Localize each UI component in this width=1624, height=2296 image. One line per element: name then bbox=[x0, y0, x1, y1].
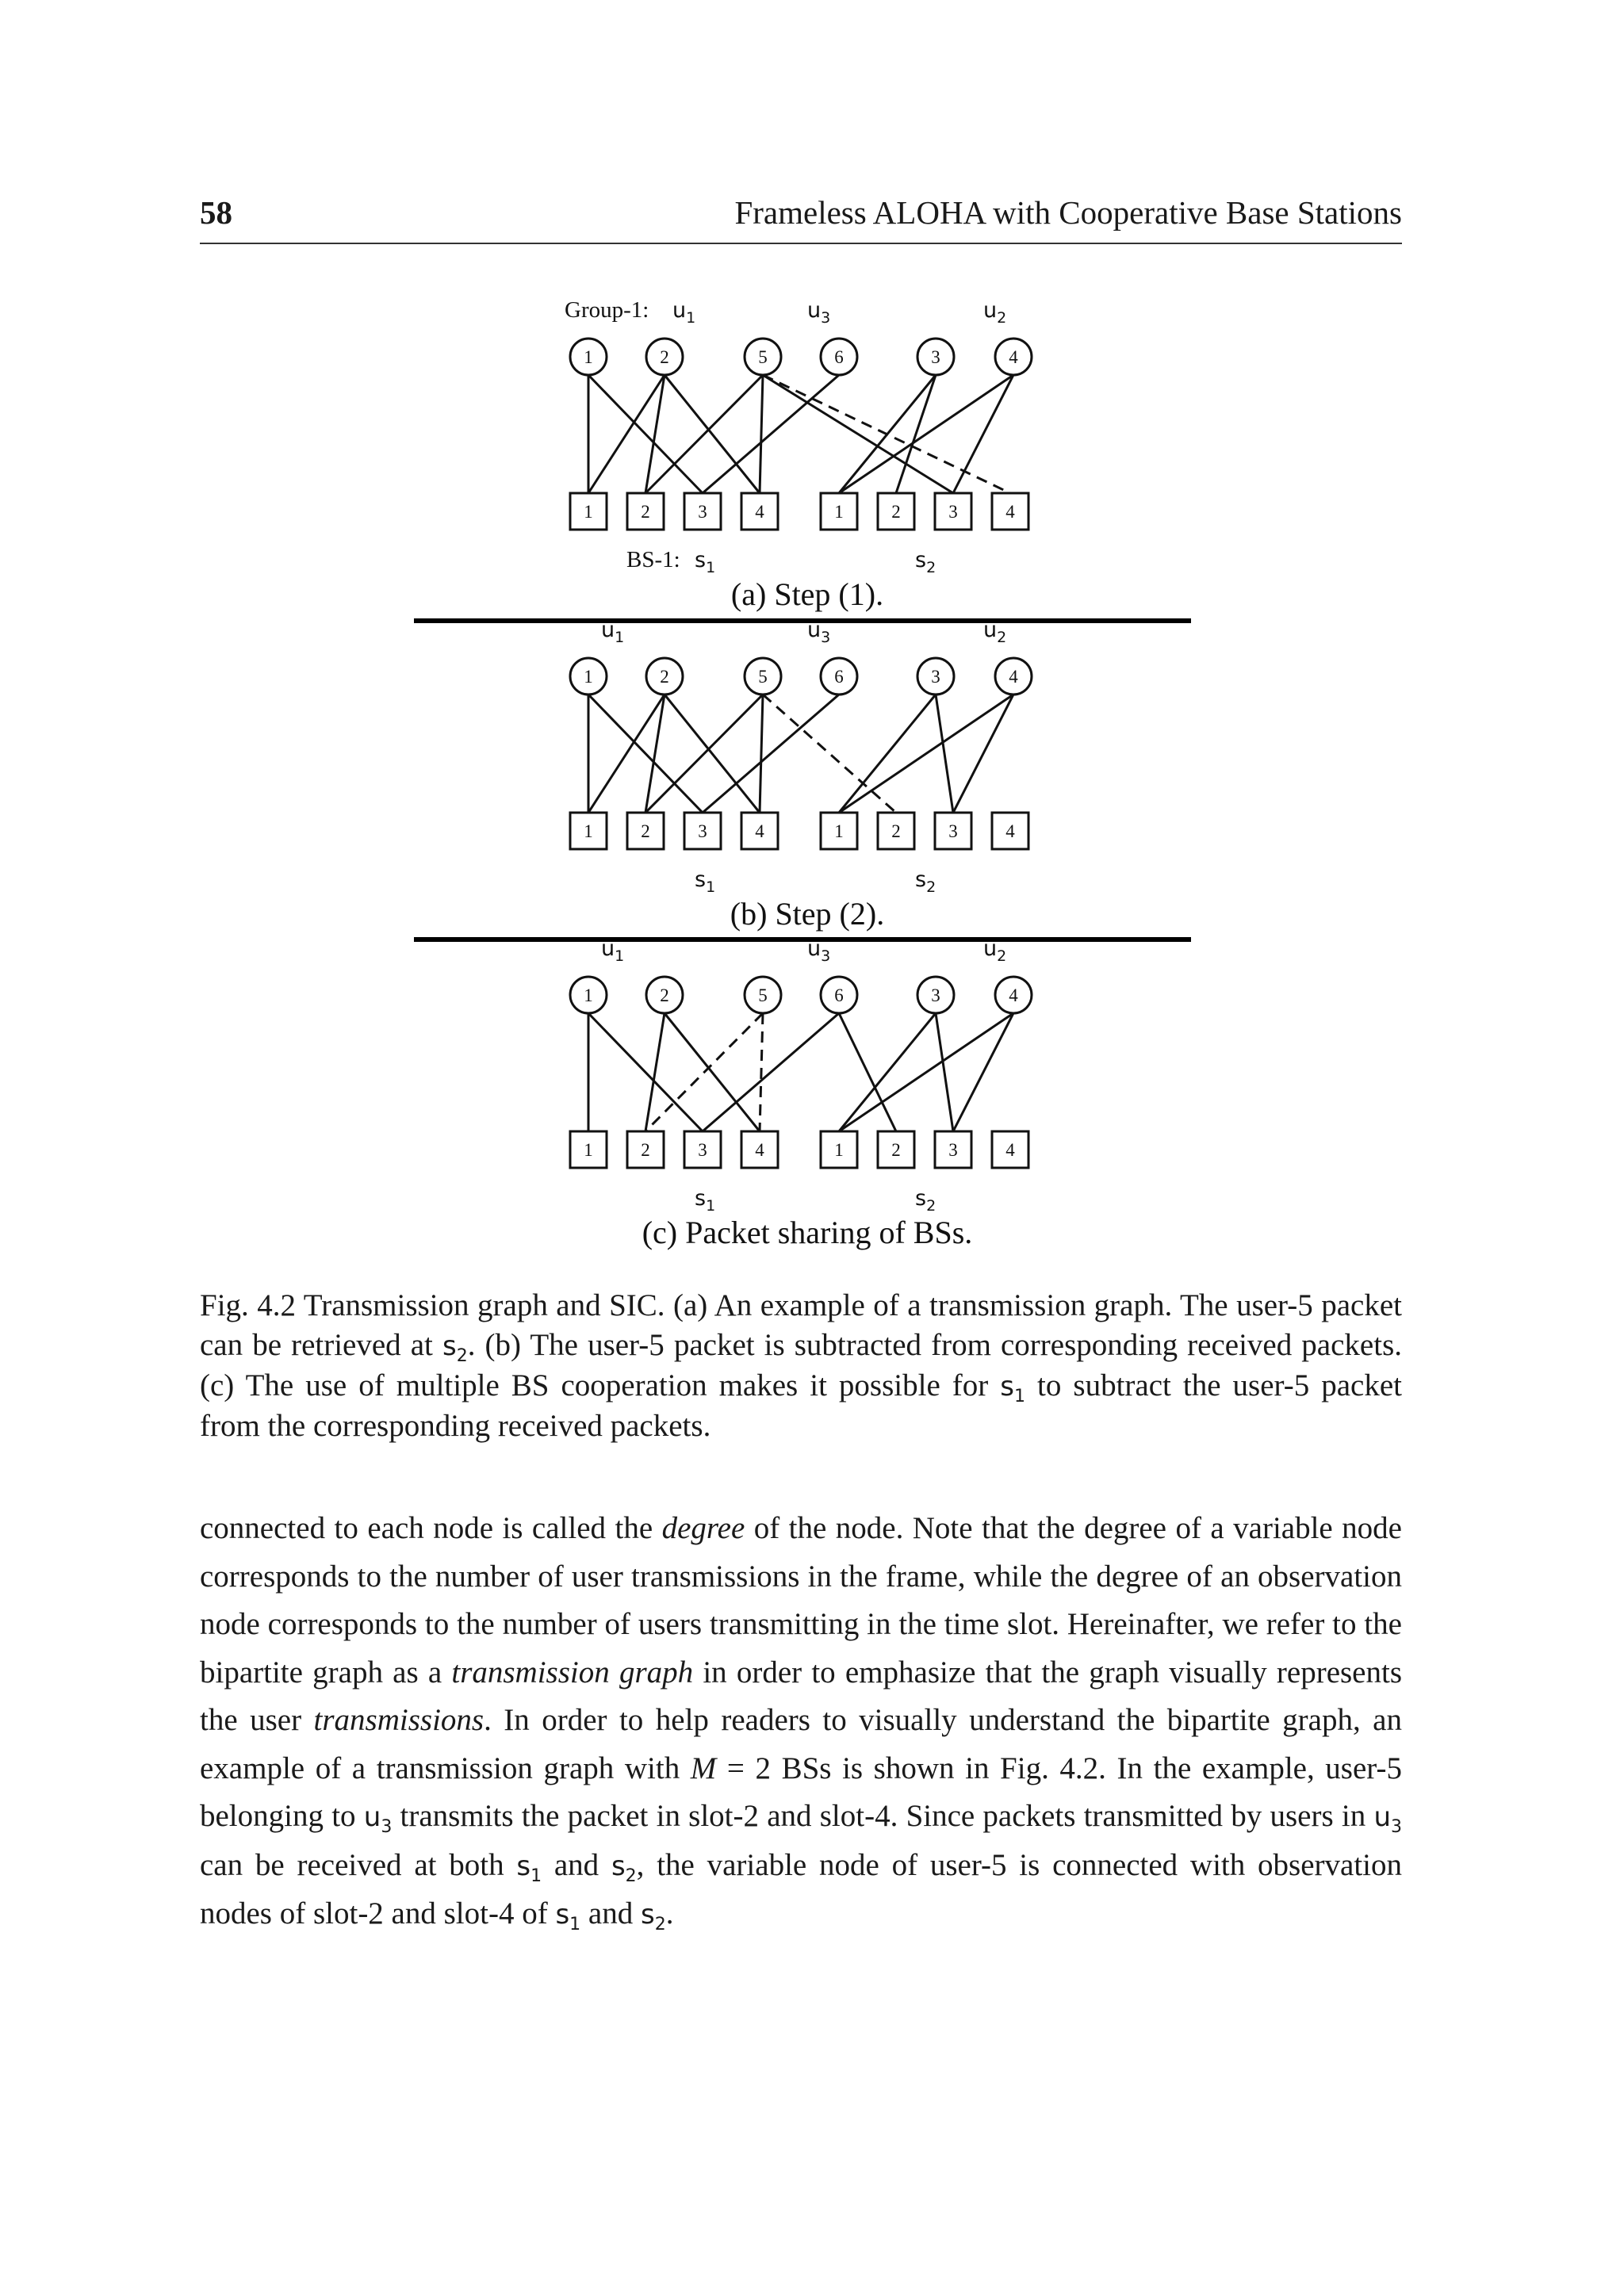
symbol-u3: $u_3$ bbox=[1373, 1801, 1402, 1837]
group-label-u2: $u_2$ bbox=[983, 936, 1007, 965]
symbol-s1: $s_1$ bbox=[516, 1850, 542, 1886]
slot-node-label: 3 bbox=[948, 502, 958, 522]
edge-user-4-s2-3 bbox=[953, 695, 1013, 813]
slot-node-label: 2 bbox=[641, 1140, 650, 1160]
user-node-label: 5 bbox=[758, 667, 768, 687]
symbol-s1: $s_1$ bbox=[555, 1899, 581, 1934]
bs-label-s2: $s_2$ bbox=[915, 1186, 936, 1215]
slot-node-label: 1 bbox=[834, 821, 844, 841]
edge-user-4-s2-3 bbox=[953, 1013, 1013, 1131]
transmission-graph-a bbox=[396, 293, 1237, 610]
edge-user-6-s1-3 bbox=[703, 1013, 839, 1131]
group-label-u1: $u_1$ bbox=[601, 936, 625, 965]
figure-panel-a bbox=[396, 293, 1237, 610]
user-node-label: 1 bbox=[584, 985, 593, 1005]
slot-node-label: 4 bbox=[1005, 1140, 1015, 1160]
slot-node-label: 4 bbox=[1005, 502, 1015, 522]
group-label-u1: $u_1$ bbox=[672, 298, 696, 327]
edge-user-3-s2-3 bbox=[936, 1013, 953, 1131]
edge-user-4-s2-3 bbox=[953, 375, 1013, 493]
slot-node-label: 4 bbox=[755, 502, 764, 522]
slot-node-label: 2 bbox=[891, 502, 901, 522]
slot-node-label: 3 bbox=[698, 1140, 707, 1160]
user-node-label: 4 bbox=[1009, 985, 1018, 1005]
slot-node-label: 3 bbox=[948, 1140, 958, 1160]
bs-label-s1: $s_1$ bbox=[695, 1186, 716, 1215]
symbol-s2: $s_2$ bbox=[640, 1899, 666, 1934]
figure-panel-c bbox=[396, 932, 1237, 1265]
edge-user-5-s1-4 bbox=[760, 375, 763, 493]
user-node-label: 1 bbox=[584, 667, 593, 687]
slot-node-label: 1 bbox=[834, 1140, 844, 1160]
edge-user-5-s1-4 bbox=[760, 695, 763, 813]
edge-user-6-s1-3 bbox=[703, 695, 839, 813]
edge-user-2-s1-1 bbox=[588, 375, 665, 493]
edge-user-3-s2-1 bbox=[839, 695, 936, 813]
edge-user-5-s2-2 bbox=[763, 695, 896, 813]
edge-user-4-s2-1 bbox=[839, 695, 1013, 813]
slot-node-label: 2 bbox=[891, 1140, 901, 1160]
user-node-label: 3 bbox=[931, 985, 940, 1005]
caption-symbol-s1: $s_1$ bbox=[1000, 1371, 1026, 1406]
symbol-u3: $u_3$ bbox=[363, 1801, 393, 1837]
slot-node-label: 2 bbox=[891, 821, 901, 841]
term-transmission-graph: transmission graph bbox=[451, 1655, 694, 1689]
slot-node-label: 1 bbox=[584, 502, 593, 522]
user-node-label: 4 bbox=[1009, 347, 1018, 367]
edge-user-3-s2-2 bbox=[896, 375, 936, 493]
slot-node-label: 2 bbox=[641, 502, 650, 522]
term-transmissions: transmissions bbox=[313, 1703, 485, 1737]
user-node-label: 6 bbox=[834, 347, 844, 367]
caption-text: to subtract the user-5 packet from the corresponding received packets. bbox=[200, 1368, 1402, 1443]
group-label-u3: $u_3$ bbox=[807, 936, 831, 965]
user-node-label: 6 bbox=[834, 985, 844, 1005]
transmission-graph-b bbox=[396, 613, 1237, 930]
transmission-graph-c bbox=[396, 932, 1237, 1265]
term-degree: degree bbox=[661, 1511, 745, 1545]
subfigure-caption: (b) Step (2). bbox=[730, 896, 885, 932]
slot-node-label: 3 bbox=[698, 821, 707, 841]
slot-node-label: 1 bbox=[584, 1140, 593, 1160]
edge-user-1-s1-3 bbox=[588, 695, 703, 813]
symbol-s2: $s_2$ bbox=[611, 1850, 637, 1886]
bs-label-s1: $s_1$ bbox=[695, 548, 716, 576]
bs-label-s2: $s_2$ bbox=[915, 548, 936, 576]
slot-node-label: 1 bbox=[834, 502, 844, 522]
group-label-u2: $u_2$ bbox=[983, 618, 1007, 646]
edge-user-1-s1-3 bbox=[588, 375, 703, 493]
bs-label-s1: $s_1$ bbox=[695, 867, 716, 896]
running-title: Frameless ALOHA with Cooperative Base Stations bbox=[734, 194, 1402, 231]
edge-user-2-s1-1 bbox=[588, 695, 665, 813]
edge-user-5-s1-4 bbox=[760, 1013, 763, 1131]
bs-prefix: BS-1: bbox=[626, 547, 680, 572]
edge-user-4-s2-1 bbox=[839, 1013, 1013, 1131]
subfigure-caption: (c) Packet sharing of BSs. bbox=[642, 1215, 973, 1250]
slot-node-label: 3 bbox=[948, 821, 958, 841]
user-node-label: 2 bbox=[660, 985, 669, 1005]
slot-node-label: 4 bbox=[755, 821, 764, 841]
user-node-label: 2 bbox=[660, 347, 669, 367]
edge-user-3-s2-3 bbox=[936, 695, 953, 813]
group-label-u3: $u_3$ bbox=[807, 618, 831, 646]
slot-node-label: 1 bbox=[584, 821, 593, 841]
figure-panel-b bbox=[396, 613, 1237, 930]
caption-text: . (b) The user-5 packet is subtracted from corresponding received packets. (c) The use of multiple BS cooperation makes it possible for bbox=[200, 1328, 1402, 1402]
group-prefix: Group-1: bbox=[565, 297, 649, 323]
user-node-label: 1 bbox=[584, 347, 593, 367]
edge-user-3-s2-1 bbox=[839, 375, 936, 493]
user-node-label: 4 bbox=[1009, 667, 1018, 687]
slot-node-label: 2 bbox=[641, 821, 650, 841]
body-paragraph: connected to each node is called the degree of the node. Note that the degree of a variable node corresponds to the number of user transmissions in the frame, while the degree of an observation node corresponds to the number of users transmitting in the time slot. Hereinafter, we refer to the bipartite graph as a transmission graph in order to emphasize that the graph visually represents the user transmissions. In order to help readers to visually understand the bipartite graph, an example of a transmission graph with M = 2 BSs is shown in Fig. 4.2. In the example, user-5 belonging to $u_3$ transmits the packet in slot-2 and slot-4. Since packets transmitted by users in $u_3$ can be received at both $s_1$ and $s_2$, the variable node of user-5 is connected with observation nodes of slot-2 and slot-4 of $s_1$ and $s_2$. bbox=[200, 1511, 1403, 1934]
group-label-u3: $u_3$ bbox=[807, 298, 831, 327]
subfigure-caption: (a) Step (1). bbox=[730, 576, 884, 612]
user-node-label: 6 bbox=[834, 667, 844, 687]
caption-text: Fig. 4.2 Transmission graph and SIC. (a) An example of a transmission graph. The user-5 packet can be retrieved at bbox=[200, 1288, 1402, 1362]
page-number: 58 bbox=[200, 194, 232, 231]
user-node-label: 3 bbox=[931, 347, 940, 367]
edge-user-2-s1-2 bbox=[645, 1013, 665, 1131]
group-label-u2: $u_2$ bbox=[983, 298, 1007, 327]
math-M: M bbox=[690, 1751, 717, 1785]
caption-symbol-s2: $s_2$ bbox=[442, 1330, 468, 1366]
user-node-label: 2 bbox=[660, 667, 669, 687]
user-node-label: 5 bbox=[758, 347, 768, 367]
group-label-u1: $u_1$ bbox=[601, 618, 625, 646]
edge-user-1-s1-3 bbox=[588, 1013, 703, 1131]
slot-node-label: 4 bbox=[1005, 821, 1015, 841]
slot-node-label: 4 bbox=[755, 1140, 764, 1160]
user-node-label: 3 bbox=[931, 667, 940, 687]
running-header bbox=[200, 193, 1402, 244]
user-node-label: 5 bbox=[758, 985, 768, 1005]
figure-caption bbox=[200, 1286, 1402, 1446]
edge-user-6-s1-3 bbox=[703, 375, 839, 493]
slot-node-label: 3 bbox=[698, 502, 707, 522]
bs-label-s2: $s_2$ bbox=[915, 867, 936, 896]
